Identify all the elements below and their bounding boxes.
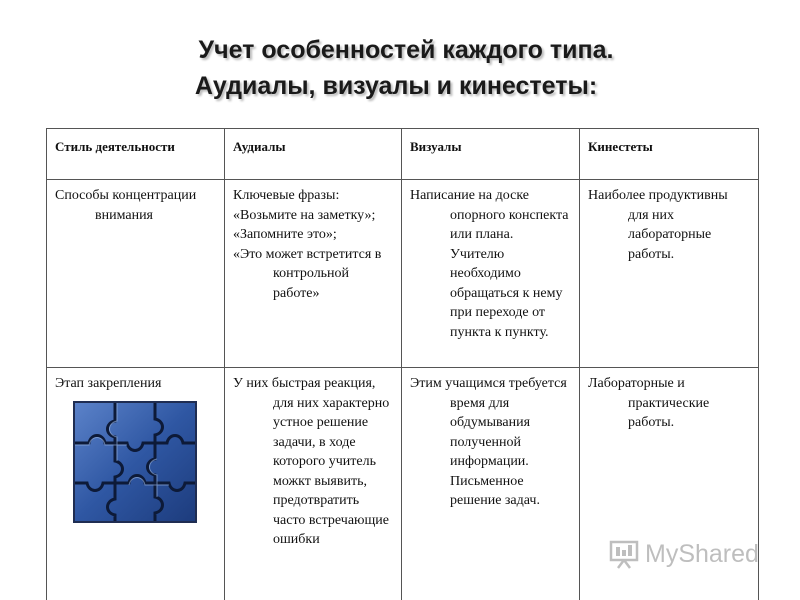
cell-visuals-consolidation: Этим учащимся требуется время для обдумывания полученной информации. Письменное решение задач. (410, 376, 567, 508)
learning-styles-table (46, 128, 759, 600)
cell-kinesthetics-concentration: Наиболее продуктивны для них лабораторные работы. (588, 188, 728, 262)
audials-phrase-1: «Возьмите на заметку»; (233, 207, 376, 223)
table-row (47, 180, 759, 368)
puzzle-pieces-icon (73, 401, 197, 523)
audials-phrase-0: Ключевые фразы: (233, 188, 340, 203)
header-style: Стиль деятельности (55, 139, 175, 154)
audials-phrase-2: «Запомните это»; (233, 227, 337, 242)
title-line-1: Учет особенностей каждого типа. (198, 36, 614, 64)
header-audials: Аудиалы (233, 139, 286, 154)
slide-title (0, 32, 800, 104)
watermark-text: MyShared (645, 540, 759, 568)
table-header-row (47, 129, 759, 180)
cell-audials-concentration (225, 180, 401, 303)
cell-kinesthetics-consolidation: Лабораторные и практические работы. (588, 376, 710, 430)
header-visuals: Визуалы (410, 139, 462, 154)
cell-audials-consolidation: У них быстрая реакция, для них характерно устное решение задачи, в ходе которого учитель можкт выявить, предотвратить часто встречающие ошибки (233, 376, 390, 547)
cell-visuals-concentration: Написание на доске опорного конспекта или плана. Учителю необходимо обращаться к нему при переходе от пункта к пункту. (410, 188, 569, 340)
row-label-consolidation: Этап закрепления (55, 376, 162, 391)
myshared-watermark (609, 535, 779, 575)
audials-phrase-3: «Это может встретится в контрольной работе» (233, 246, 382, 301)
row-label-concentration: Способы концентрации внимания (55, 188, 197, 223)
presentation-board-icon (609, 539, 639, 569)
header-kinesthetics: Кинестеты (588, 139, 653, 154)
title-line-2: Аудиалы, визуалы и кинестеты: (194, 72, 598, 100)
